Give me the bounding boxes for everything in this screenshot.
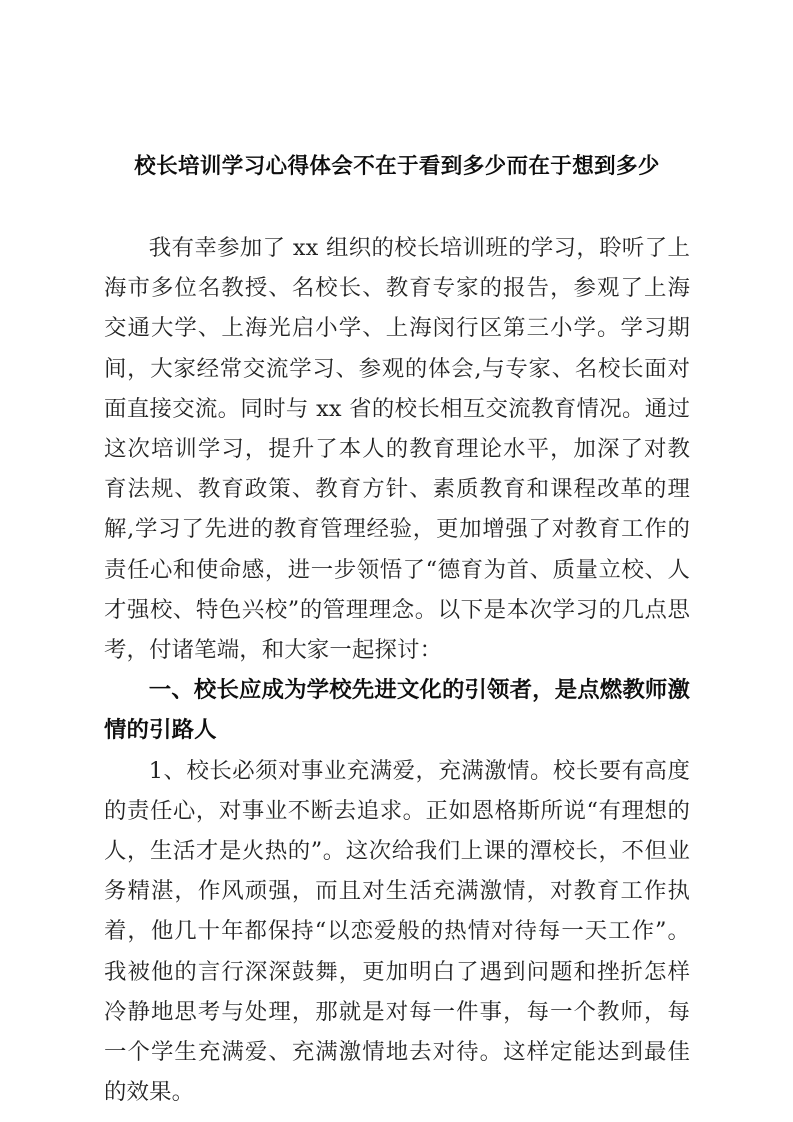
page-title: 校长培训学习心得体会不在于看到多少而在于想到多少 <box>134 154 660 179</box>
paragraph-intro: 我有幸参加了 xx 组织的校长培训班的学习，聆听了上海市多位名教授、名校长、教育专家的报告，参观了上海交通大学、上海光启小学、上海闵行区第三小学。学习期间，大家经常交流学习、参观的体会,与专家、名校长面对面直接交流。同时与 xx 省的校长相互交流教育情况。通过这次培训学习，提升了本人的教育理论水平，加深了对教育法规、教育政策、教育方针、素质教育和课程改革的理解,学习了先进的教育管理经验，更加增强了对教育工作的责任心和使命感，进一步领悟了“德育为首、质量立校、人才强校、特色兴校”的管理理念。以下是本次学习的几点思考，付诸笔端，和大家一起探讨： <box>104 235 690 664</box>
section-heading-one: 一、校长应成为学校先进文化的引领者，是点燃教师激情的引路人 <box>104 677 690 744</box>
paragraph-point-one: 1、校长必须对事业充满爱，充满激情。校长要有高度的责任心，对事业不断去追求。正如恩格斯所说“有理想的人，生活才是火热的”。这次给我们上课的潭校长，不但业务精湛，作风顽强，而且对生活充满激情，对教育工作执着，他几十年都保持“以恋爱般的热情对待每一天工作”。我被他的言行深深鼓舞，更加明白了遇到问题和挫折怎样冷静地思考与处理，那就是对每一件事，每一个教师，每一个学生充满爱、充满激情地去对待。这样定能达到最佳的效果。 <box>104 757 690 1106</box>
title-body-spacer <box>104 190 690 228</box>
document-content <box>104 150 690 1112</box>
